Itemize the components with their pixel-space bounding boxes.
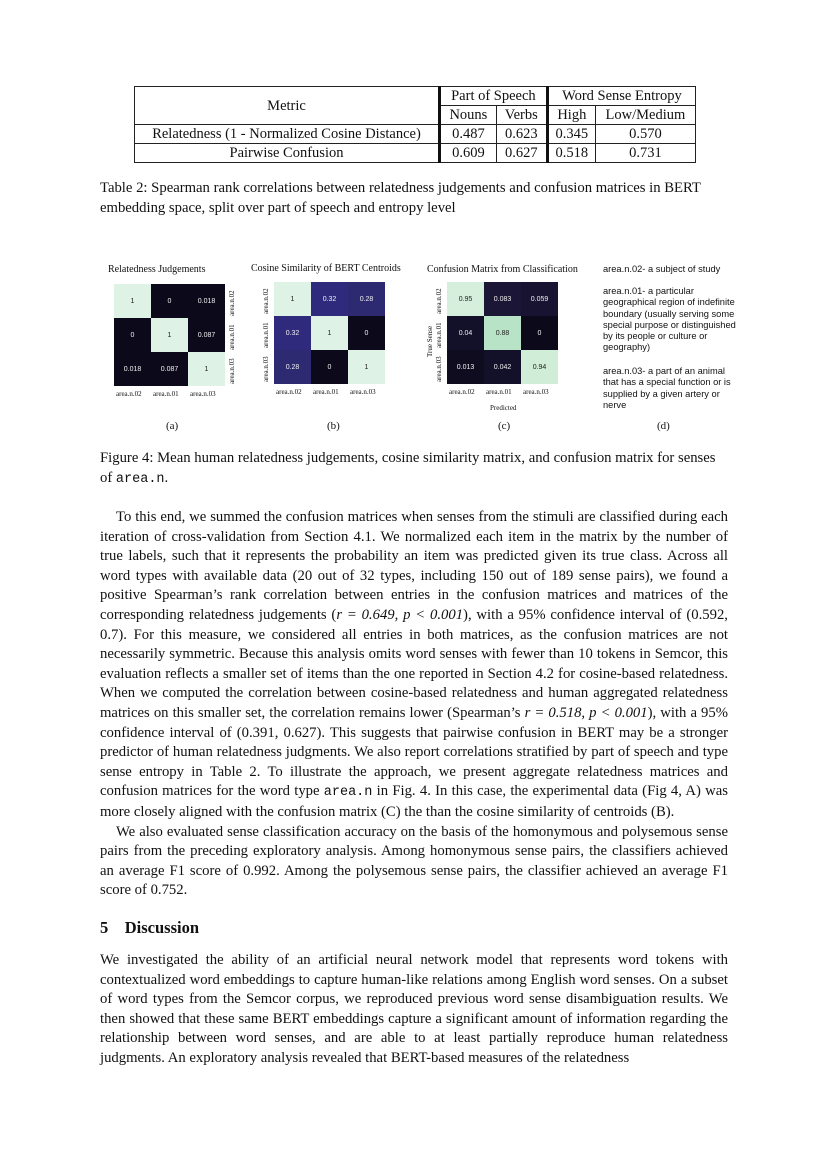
- panel-a-title: Relatedness Judgements: [108, 264, 206, 275]
- x-tick-label: area.n.01: [486, 388, 512, 396]
- paragraph: We also evaluated sense classification accuracy on the basis of the homonymous and polysemous sense pairs from the preceding exploratory analysis. Among homonymous sense pairs, the classifiers achieved an average F1 score of 0.992. Among the polysemous sense pairs, the classifier achieved an average F1 score of 0.752.: [100, 823, 728, 899]
- heatmap-cell: 0: [521, 316, 558, 350]
- heatmap-cell: 0.32: [274, 316, 311, 350]
- cell-verbs: 0.627: [496, 144, 547, 163]
- heatmap-cell: 0: [348, 316, 385, 350]
- heatmap-cell: 0.04: [447, 316, 484, 350]
- cell-verbs: 0.623: [496, 125, 547, 144]
- row-metric: Pairwise Confusion: [135, 144, 440, 163]
- section-title: Discussion: [124, 918, 200, 937]
- heatmap-cell: 0.28: [274, 350, 311, 384]
- y-tick-label: area.n.01: [262, 322, 270, 348]
- cell-low-medium: 0.731: [595, 144, 695, 163]
- paragraph-text: ), with a 95% confidence interval of (0.391, 0.627). This suggests that pairwise confusion in BERT may be a stronger predictor of human relatedness judgments. We also report correlations stratified by part of speech and type sense entropy in Table 2. To illustrate the approach, we present aggregate relatedness matrices and confusion matrices for the word type: [100, 704, 728, 800]
- figure-caption-code: area.n: [115, 472, 165, 487]
- heatmap-cell: 0: [114, 318, 151, 352]
- heatmap-cell: 0.88: [484, 316, 521, 350]
- header-low-medium: Low/Medium: [595, 106, 695, 125]
- section-number: 5: [100, 918, 109, 937]
- body-paragraphs: [100, 508, 728, 901]
- panel-d-label: (d): [657, 420, 670, 432]
- heatmap-cell: 1: [274, 282, 311, 316]
- paragraph-text: ), with a 95% confidence interval of (0.592, 0.7). For this measure, we considered all entries in both matrices, as the confusion matrices are not necessarily symmetric. Because this analysis omits word senses with fewer than 10 tokens in Semcor, this evaluation reflects a smaller set of items than the one reported in Section 4.2 for cosine-based relatedness. When we computed the correlation between cosine-based relatedness and human aggregated relatedness matrices on this smaller set, the correlation remains lower (Spearman’s: [100, 606, 728, 721]
- figure-caption-end: .: [164, 470, 169, 486]
- y-tick-label: area.n.01: [435, 322, 443, 348]
- sense-definition: area.n.01- a particular geographical region of indefinite boundary (usually serving some special purpose or distinguished by its people or culture or geography): [603, 286, 736, 353]
- paragraph-text: in Fig. 4. In this case, the experimental data (Fig 4, A) was more closely aligned with the confusion matrix (C) the than the cosine similarity of centroids (B).: [100, 783, 728, 820]
- heatmap-cell: 0.087: [188, 318, 225, 352]
- heatmap-cell: 0: [311, 350, 348, 384]
- cell-low-medium: 0.570: [595, 125, 695, 144]
- heatmap-cell: 1: [348, 350, 385, 384]
- x-tick-label: area.n.03: [190, 390, 216, 398]
- header-nouns: Nouns: [440, 106, 497, 125]
- figure-caption: [100, 448, 728, 490]
- x-tick-label: area.n.03: [523, 388, 549, 396]
- x-tick-label: area.n.01: [153, 390, 179, 398]
- x-tick-label: area.n.02: [276, 388, 302, 396]
- header-high: High: [547, 106, 595, 125]
- cell-nouns: 0.487: [440, 125, 497, 144]
- x-tick-label: area.n.02: [116, 390, 142, 398]
- table-caption: Table 2: Spearman rank correlations between relatedness judgements and confusion matrices in BERT embedding space, split over part of speech and entropy level: [100, 180, 701, 216]
- sense-definition: area.n.02- a subject of study: [603, 264, 721, 274]
- paragraph: [100, 508, 728, 823]
- table-row: [135, 125, 696, 144]
- header-verbs: Verbs: [496, 106, 547, 125]
- x-tick-label: area.n.03: [350, 388, 376, 396]
- heatmap-cell: 0.087: [151, 352, 188, 386]
- panel-c-xlabel: Predicted: [490, 404, 517, 412]
- heatmap-cell: 0.018: [188, 284, 225, 318]
- inline-code: area.n: [323, 785, 373, 801]
- paragraph: We investigated the ability of an artificial neural network model that represents word tokens with contextualized word embeddings to capture human-like relations among English word senses. On a subset of word types from the Semcor corpus, we reproduced previous word sense disambiguation results. We then showed that these same BERT embeddings capture a significant amount of information regarding the relationship between word senses, and are able to at least partially reproduce human relatedness judgments. An exploratory analysis revealed that BERT-based measures of the relatedness: [100, 952, 728, 1066]
- y-tick-label: area.n.03: [228, 358, 236, 384]
- y-tick-label: area.n.02: [435, 288, 443, 314]
- panel-b-title: Cosine Similarity of BERT Centroids: [251, 263, 401, 274]
- heatmap-cell: 1: [188, 352, 225, 386]
- heatmap-cell: 0.32: [311, 282, 348, 316]
- table-row: [135, 144, 696, 163]
- y-tick-label: area.n.01: [228, 324, 236, 350]
- cell-high: 0.518: [547, 144, 595, 163]
- x-tick-label: area.n.02: [449, 388, 475, 396]
- header-word-sense-entropy: Word Sense Entropy: [547, 87, 695, 106]
- body-paragraphs-discussion: [100, 951, 728, 1069]
- heatmap-cell: 0: [151, 284, 188, 318]
- math-inline: r = 0.518, p < 0.001: [524, 704, 648, 721]
- sense-definition: area.n.03- a part of an animal that has a special function or is supplied by a given artery or nerve: [603, 366, 731, 410]
- panel-c-ylabel: True Sense: [426, 325, 434, 357]
- panel-c-title: Confusion Matrix from Classification: [427, 264, 578, 275]
- y-tick-label: area.n.03: [435, 356, 443, 382]
- heatmap-cell: 0.083: [484, 282, 521, 316]
- heatmap-cell: 0.042: [484, 350, 521, 384]
- heatmap-cell: 0.018: [114, 352, 151, 386]
- heatmap-cell: 1: [114, 284, 151, 318]
- y-tick-label: area.n.02: [262, 288, 270, 314]
- header-metric: Metric: [135, 87, 440, 125]
- header-part-of-speech: Part of Speech: [440, 87, 548, 106]
- panel-a-label: (a): [166, 420, 179, 432]
- x-tick-label: area.n.01: [313, 388, 339, 396]
- panel-c-label: (c): [498, 420, 511, 432]
- heatmap-cell: 0.013: [447, 350, 484, 384]
- heatmap-cell: 0.94: [521, 350, 558, 384]
- heatmap-cell: 1: [151, 318, 188, 352]
- math-inline: r = 0.649, p < 0.001: [336, 606, 464, 623]
- section-heading: [100, 918, 199, 938]
- results-table: [134, 86, 696, 163]
- heatmap-cell: 0.95: [447, 282, 484, 316]
- heatmap-cell: 0.059: [521, 282, 558, 316]
- heatmap-cell: 0.28: [348, 282, 385, 316]
- row-metric: Relatedness (1 - Normalized Cosine Distance): [135, 125, 440, 144]
- figure-caption-text: Figure 4: Mean human relatedness judgements, cosine similarity matrix, and confusion matrix for senses of: [100, 450, 716, 486]
- heatmap-cell: 1: [311, 316, 348, 350]
- cell-high: 0.345: [547, 125, 595, 144]
- paragraph-text: To this end, we summed the confusion matrices when senses from the stimuli are classified during each iteration of cross-validation from Section 4.1. We normalized each item in the matrix by the number of true labels, such that it represents the probability an item was predicted given its true class. Across all word types with available data (20 out of 32 types, including 150 out of 189 sense pairs), we found a positive Spearman’s rank correlation between entries in the confusion matrices and matrices of the corresponding relatedness judgements (: [100, 509, 728, 623]
- cell-nouns: 0.609: [440, 144, 497, 163]
- y-tick-label: area.n.02: [228, 290, 236, 316]
- y-tick-label: area.n.03: [262, 356, 270, 382]
- panel-b-label: (b): [327, 420, 340, 432]
